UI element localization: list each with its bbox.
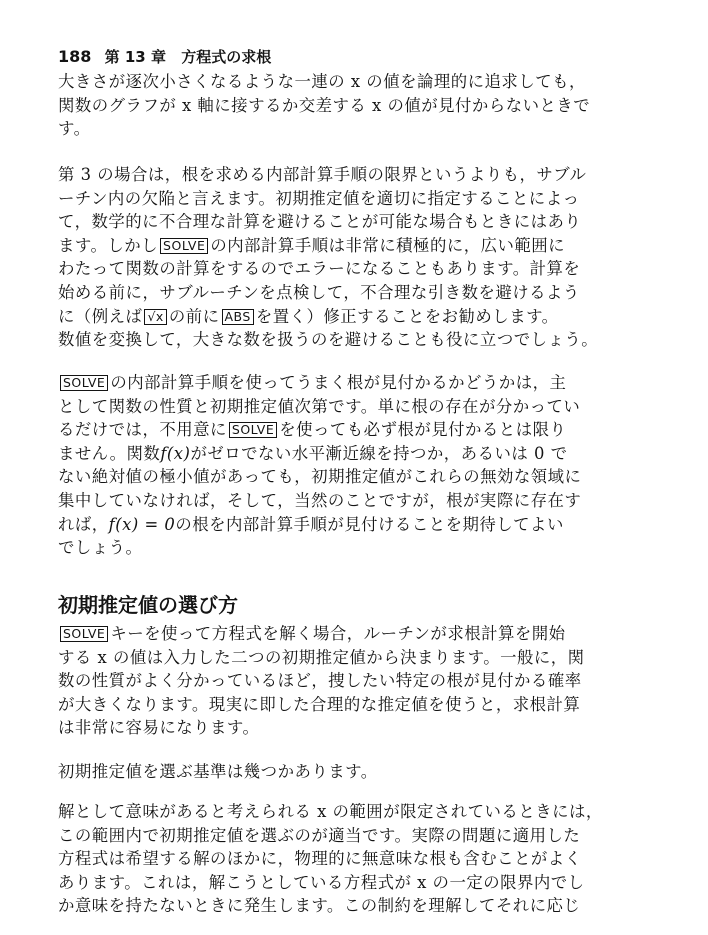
sqrt-key: √x	[144, 309, 166, 325]
text-line: す。	[58, 119, 91, 139]
text-line: する x の値は入力した二つの初期推定値から決まります。一般に，関	[58, 647, 585, 667]
chapter-title: 方程式の求根	[181, 48, 272, 66]
text-line	[58, 442, 688, 466]
text-segment: に（例えば	[58, 306, 143, 326]
text-line: 関数のグラフが x 軸に接するか交差する x の値が見付からないときで	[58, 95, 591, 115]
text-line: 数の性質がよく分かっているほど，捜したい特定の根が見付かる確率	[58, 671, 582, 691]
text-line: ない絶対値の極小値があっても，初期推定値がこれらの無効な領域に	[58, 467, 582, 487]
text-line: は非常に容易になります。	[58, 718, 260, 738]
paragraph-2	[58, 163, 688, 352]
text-line: でしょう。	[58, 538, 143, 558]
paragraph-1	[58, 70, 688, 141]
text-segment: キーを使って方程式を解く場合，ルーチンが求根計算を開始	[110, 624, 566, 643]
paragraph-6	[58, 800, 688, 918]
text-segment: を使っても必ず根が見付かるとは限り	[279, 420, 567, 440]
text-line	[58, 371, 688, 395]
solve-key: SOLVE	[229, 422, 277, 438]
text-line: 集中していなければ，そして，当然のことですが，根が実際に存在す	[58, 490, 582, 510]
text-segment: ません。関数	[58, 443, 161, 463]
math-expression: f(x) = 0	[108, 514, 176, 534]
text-line: 大きさが逐次小さくなるような一連の x の値を論理的に追求しても，	[58, 72, 586, 91]
text-line: として関数の性質と初期推定値次第です。単に根の存在が分かってい	[58, 396, 581, 416]
text-line: 解として意味があると考えられる x の範囲が限定されているときには，	[58, 802, 603, 821]
text-segment: ます。しかし	[58, 235, 159, 255]
text-line: て，数学的に不合理な計算を避けることが可能な場合もときにはあり	[58, 212, 582, 232]
text-line: が大きくなります。現実に即した合理的な推定値を使うと，求根計算	[58, 694, 581, 714]
text-segment: の内部計算手順を使ってうまく根が見付かるかどうかは，主	[110, 373, 567, 392]
abs-key: ABS	[222, 309, 254, 325]
text-segment: れば，	[58, 514, 109, 534]
chapter-number: 第 13 章	[104, 48, 166, 66]
text-segment: るだけでは，不用意に	[58, 420, 227, 440]
text-line: 初期推定値を選ぶ基準は幾つかあります。	[58, 762, 378, 781]
text-line	[58, 513, 688, 537]
text-line: 第 3 の場合は，根を求める内部計算手順の限界というよりも，サブル	[58, 165, 587, 184]
text-line: ーチン内の欠陥と言えます。初期推定値を適切に指定することによっ	[58, 188, 580, 208]
text-line: あります。これは，解こうとしている方程式が x の一定の限界内でし	[58, 872, 585, 892]
text-line: わたって関数の計算をするのでエラーになることもあります。計算を	[58, 259, 581, 279]
text-line: か意味を持たないときに発生します。この制約を理解してそれに応じ	[58, 896, 581, 916]
paragraph-3	[58, 371, 688, 560]
text-line	[58, 305, 688, 329]
text-segment: を置く）修正することをお勧めします。	[255, 306, 559, 326]
math-expression: f(x)	[160, 443, 191, 463]
text-line: この範囲内で初期推定値を選ぶのが適当です。実際の問題に適用した	[58, 825, 581, 845]
text-segment: の根を内部計算手順が見付けることを期待してよい	[175, 514, 564, 534]
text-line	[58, 234, 688, 258]
section-heading: 初期推定値の選び方	[58, 593, 238, 617]
text-line	[58, 418, 688, 442]
paragraph-5	[58, 760, 688, 784]
text-segment: の内部計算手順は非常に積極的に，広い範囲に	[210, 235, 566, 255]
text-line: 方程式は希望する解のほかに，物理的に無意味な根も含むことがよく	[58, 849, 582, 869]
solve-key: SOLVE	[60, 626, 108, 642]
text-line: 始める前に，サブルーチンを点検して，不合理な引き数を避けるよう	[58, 282, 580, 302]
solve-key: SOLVE	[60, 375, 108, 391]
page-number: 188	[58, 47, 92, 66]
text-segment: がゼロでない水平漸近線を持つか，あるいは 0 で	[190, 443, 568, 463]
solve-key: SOLVE	[160, 238, 208, 254]
paragraph-4	[58, 622, 688, 740]
text-segment: の前に	[168, 306, 220, 326]
text-line	[58, 622, 688, 646]
text-line: 数値を変換して，大きな数を扱うのを避けることも役に立つでしょう。	[58, 330, 599, 350]
running-header	[58, 46, 271, 67]
